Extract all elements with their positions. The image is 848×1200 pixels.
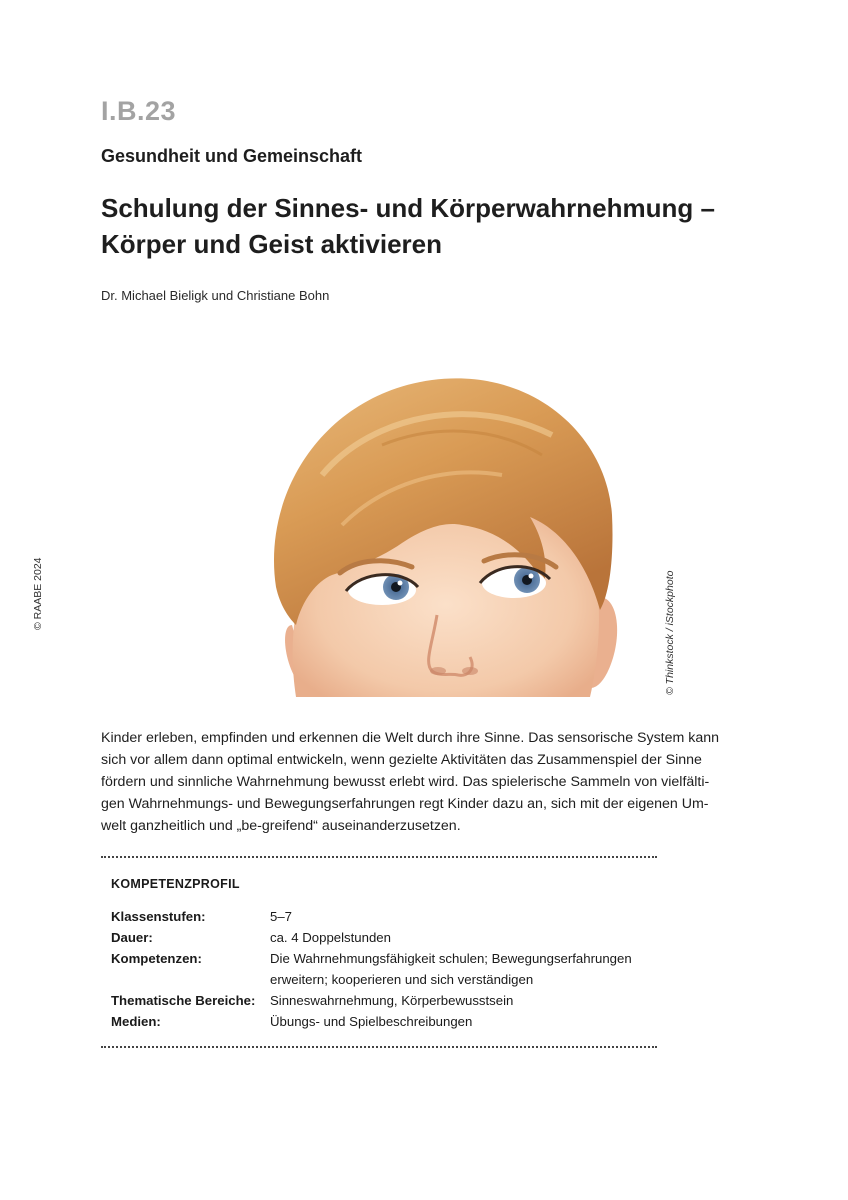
profile-label: Medien: [111, 1014, 161, 1029]
profile-label: Kompetenzen: [111, 951, 202, 966]
photo-girl-looking-up [262, 325, 658, 697]
intro-line: gen Wahrnehmungs- und Bewegungserfahrungen regt Kinder dazu an, sich mit der eigenen Um- [101, 796, 709, 812]
document-title [101, 190, 715, 262]
dotted-divider-bottom [101, 1046, 657, 1048]
intro-line: Kinder erleben, empfinden und erkennen die Welt durch ihre Sinne. Das sensorische System kann [101, 730, 720, 746]
profile-value: Sinneswahrnehmung, Körperbewusstsein [270, 993, 514, 1008]
section-title: Gesundheit und Gemeinschaft [101, 146, 363, 166]
title-line: Schulung der Sinnes- und Körperwahrnehmung – [101, 193, 715, 223]
profile-label: Thematische Bereiche: [111, 993, 256, 1008]
intro-line: welt ganzheitlich und „be-greifend“ auseinanderzusetzen. [101, 818, 461, 834]
intro-paragraph [101, 727, 720, 837]
authors: Dr. Michael Bieligk und Christiane Bohn [101, 288, 330, 303]
photo-credit: © Thinkstock / iStockphoto [664, 570, 676, 695]
profile-label: Dauer: [111, 930, 153, 945]
intro-line: fördern und sinnliche Wahrnehmung bewusst erlebt wird. Das spielerische Sammeln von vielfälti- [101, 774, 710, 790]
publisher-copyright: © RAABE 2024 [32, 557, 44, 630]
unit-code: I.B.23 [101, 96, 177, 126]
profile-label: Klassenstufen: [111, 909, 206, 924]
profile-value-continued: erweitern; kooperieren und sich verständigen [270, 972, 534, 987]
dotted-divider-top [101, 856, 657, 858]
profile-value: ca. 4 Doppelstunden [270, 930, 391, 945]
profile-value: Übungs- und Spielbeschreibungen [270, 1014, 473, 1029]
title-line: Körper und Geist aktivieren [101, 229, 442, 259]
profile-value: Die Wahrnehmungsfähigkeit schulen; Bewegungserfahrungen [270, 951, 632, 966]
profile-value: 5–7 [270, 909, 293, 924]
intro-line: sich vor allem dann optimal entwickeln, wenn gezielte Aktivitäten das Zusammenspiel der Sinne [101, 752, 702, 768]
competence-profile-heading: KOMPETENZPROFIL [111, 877, 240, 891]
